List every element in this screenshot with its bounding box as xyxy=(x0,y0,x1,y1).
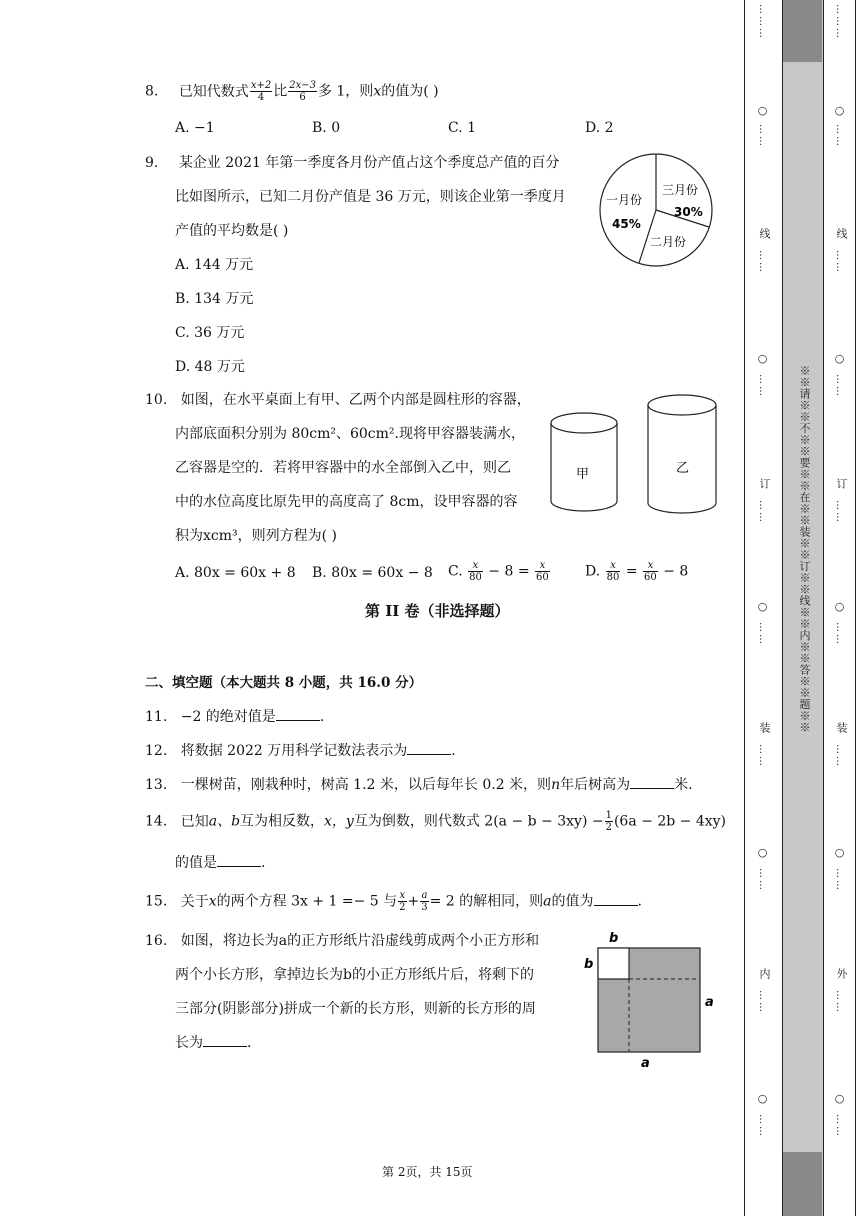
question-number: 11. xyxy=(145,709,168,725)
binding-ding: 订 xyxy=(835,478,848,490)
option-a: A. 144 万元 xyxy=(175,257,254,273)
answer-blank[interactable] xyxy=(203,1034,247,1047)
binding-bar-top-block xyxy=(783,0,822,62)
answer-blank[interactable] xyxy=(217,854,261,867)
question-text: −2 的绝对值是 xyxy=(180,709,276,725)
option-b: B. 80x = 60x − 8 xyxy=(312,565,433,581)
binding-circle: ○ xyxy=(756,1092,769,1106)
fraction: $\frac{2x-3}{6}$ xyxy=(289,80,316,103)
label-yi: 乙 xyxy=(676,461,690,476)
question-text: 内部底面积分别为 80cm²、60cm².现将甲容器装满水， xyxy=(175,426,525,442)
cylinders-figure xyxy=(546,388,726,528)
binding-zhuang: 装 xyxy=(835,722,848,734)
binding-zhuang: 装 xyxy=(758,722,771,734)
binding-warning: ※※请※※不※※要※※在※※装※※订※※线※※内※※答※※题※※ xyxy=(798,365,811,733)
answer-blank[interactable] xyxy=(630,776,674,789)
option-d: D. 2 xyxy=(585,120,614,136)
label-a-bottom: a xyxy=(641,1056,650,1071)
cylinder-yi-top xyxy=(648,395,716,415)
part-title: 二、填空题（本大题共 8 小题，共 16.0 分） xyxy=(145,675,423,691)
dotted-line: …… xyxy=(757,500,768,524)
question-number: 8. xyxy=(145,83,159,100)
question-number: 15. xyxy=(145,893,168,910)
option-a: A. 80x = 60x + 8 xyxy=(175,565,296,581)
question-text: 乙容器是空的．若将甲容器中的水全部倒入乙中，则乙 xyxy=(175,460,511,476)
binding-circle: ○ xyxy=(756,846,769,860)
question-14: 14. 已知a、b互为相反数，x，y互为倒数，则代数式 2(a − b − 3xy) − $\frac{1}{2}$ (6a − 2b − 4xy) xyxy=(145,810,726,833)
binding-xian: 线 xyxy=(835,228,848,240)
question-text: 多 1，则 xyxy=(317,83,374,100)
answer-blank[interactable] xyxy=(276,708,320,721)
question-text: 积为xcm³，则列方程为( ) xyxy=(175,528,337,544)
question-9 xyxy=(145,152,559,172)
label-a-right: a xyxy=(705,995,714,1010)
question-text: 产值的平均数是( ) xyxy=(175,223,289,239)
question-text: 三部分(阴影部分)拼成一个新的长方形，则新的长方形的周 xyxy=(175,1001,536,1017)
section-title: 第 II 卷（非选择题） xyxy=(365,602,510,620)
question-text: 某企业 2021 年第一季度各月份产值占这个季度总产值的百分 xyxy=(178,155,560,171)
question-text: 两个小长方形，拿掉边长为b的小正方形纸片后，将剩下的 xyxy=(175,967,534,983)
question-text: 如图，将边长为a的正方形纸片沿虚线剪成两个小正方形和 xyxy=(180,933,540,949)
square-cut-figure xyxy=(580,926,720,1072)
question-text: 已知 xyxy=(180,813,209,830)
option-b: B. 0 xyxy=(312,120,341,136)
binding-circle: ○ xyxy=(833,600,846,614)
dotted-line: …… xyxy=(834,990,845,1014)
dotted-line: ……… xyxy=(757,4,768,40)
binding-wai: 外 xyxy=(835,968,848,980)
dotted-line: …… xyxy=(757,990,768,1014)
dotted-line: ……… xyxy=(834,4,845,40)
dotted-line: …… xyxy=(757,124,768,148)
pie-pct-jan: 45% xyxy=(612,217,641,231)
option-b: B. 134 万元 xyxy=(175,291,254,307)
question-16-line4: 长为 . xyxy=(175,1035,252,1051)
question-13: 13. 一棵树苗，刚栽种时，树高 1.2 米，以后每年长 0.2 米，则n年后树高为 米. xyxy=(145,777,693,793)
question-15: 15. 关于x的两个方程 3x + 1 =− 5 与 $\frac{x}{2}$ + $\frac{a}{3}$ = 2 的解相同，则a的值为 . xyxy=(145,890,642,913)
small-square-b xyxy=(598,948,629,979)
binding-xian: 线 xyxy=(758,228,771,240)
pie-label-feb: 二月份 xyxy=(650,235,687,249)
pie-chart-figure xyxy=(598,152,714,268)
question-11: 11. −2 的绝对值是 . xyxy=(145,709,325,725)
question-16 xyxy=(145,930,539,950)
binding-line xyxy=(855,0,856,1216)
question-number: 10. xyxy=(145,392,168,408)
binding-circle: ○ xyxy=(756,104,769,118)
binding-circle: ○ xyxy=(833,352,846,366)
question-text: 比如图所示，已知二月份产值是 36 万元，则该企业第一季度月 xyxy=(175,189,566,205)
question-text: 比 xyxy=(273,83,288,100)
dotted-line: …… xyxy=(834,622,845,646)
binding-circle: ○ xyxy=(833,104,846,118)
option-a: A. −1 xyxy=(175,120,215,136)
question-number: 13. xyxy=(145,777,168,793)
label-jia: 甲 xyxy=(576,467,590,482)
question-text: 的值为( ) xyxy=(381,83,439,100)
pie-pct-mar: 30% xyxy=(674,205,703,219)
label-b-top: b xyxy=(609,931,619,946)
variable: x xyxy=(373,83,382,100)
question-10 xyxy=(145,389,531,409)
dotted-line: …… xyxy=(757,744,768,768)
question-text: 将数据 2022 万用科学记数法表示为 xyxy=(180,743,408,759)
cylinder-yi-body xyxy=(648,405,716,513)
question-12: 12. 将数据 2022 万用科学记数法表示为 . xyxy=(145,743,456,759)
dotted-line: …… xyxy=(834,1114,845,1138)
binding-line xyxy=(744,0,745,1216)
question-number: 14. xyxy=(145,813,168,830)
dotted-line: …… xyxy=(834,500,845,524)
binding-bar-bottom-block xyxy=(783,1152,822,1216)
binding-circle: ○ xyxy=(833,846,846,860)
question-number: 9. xyxy=(145,155,159,171)
question-14-line2: 的值是 . xyxy=(175,855,266,871)
dotted-line: …… xyxy=(757,1114,768,1138)
label-b-left: b xyxy=(584,957,594,972)
binding-ding: 订 xyxy=(758,478,771,490)
binding-circle: ○ xyxy=(756,352,769,366)
question-text: 已知代数式 xyxy=(178,83,249,100)
question-text: 一棵树苗，刚栽种时，树高 1.2 米，以后每年长 0.2 米，则 xyxy=(180,777,552,793)
option-c: C. $\frac{x}{80}$ − 8 = $\frac{x}{60}$ xyxy=(448,560,549,583)
option-c: C. 36 万元 xyxy=(175,325,245,341)
question-text: 关于 xyxy=(180,893,209,910)
page-footer: 第 2页，共 15页 xyxy=(382,1165,473,1179)
option-c: C. 1 xyxy=(448,120,477,136)
option-d: D. $\frac{x}{80}$ = $\frac{x}{60}$ − 8 xyxy=(585,560,689,583)
answer-blank[interactable] xyxy=(594,893,638,906)
dotted-line: …… xyxy=(834,374,845,398)
dotted-line: …… xyxy=(834,124,845,148)
dotted-line: …… xyxy=(834,744,845,768)
binding-nei: 内 xyxy=(758,968,771,980)
answer-blank[interactable] xyxy=(407,742,451,755)
binding-circle: ○ xyxy=(833,1092,846,1106)
binding-circle: ○ xyxy=(756,600,769,614)
dotted-line: …… xyxy=(757,250,768,274)
pie-label-jan: 一月份 xyxy=(606,193,643,207)
fraction: $\frac{x+2}{4}$ xyxy=(250,80,272,103)
dotted-line: …… xyxy=(834,250,845,274)
dotted-line: …… xyxy=(757,868,768,892)
question-number: 12. xyxy=(145,743,168,759)
dotted-line: …… xyxy=(757,622,768,646)
dotted-line: …… xyxy=(757,374,768,398)
question-8 xyxy=(145,80,439,103)
option-d: D. 48 万元 xyxy=(175,359,245,375)
question-number: 16. xyxy=(145,933,168,949)
question-text: 中的水位高度比原先甲的高度高了 8cm，设甲容器的容 xyxy=(175,494,518,510)
question-text: 如图，在水平桌面上有甲、乙两个内部是圆柱形的容器， xyxy=(180,392,531,408)
pie-label-mar: 三月份 xyxy=(662,183,699,197)
dotted-line: …… xyxy=(834,868,845,892)
cylinder-jia-top xyxy=(551,413,617,433)
